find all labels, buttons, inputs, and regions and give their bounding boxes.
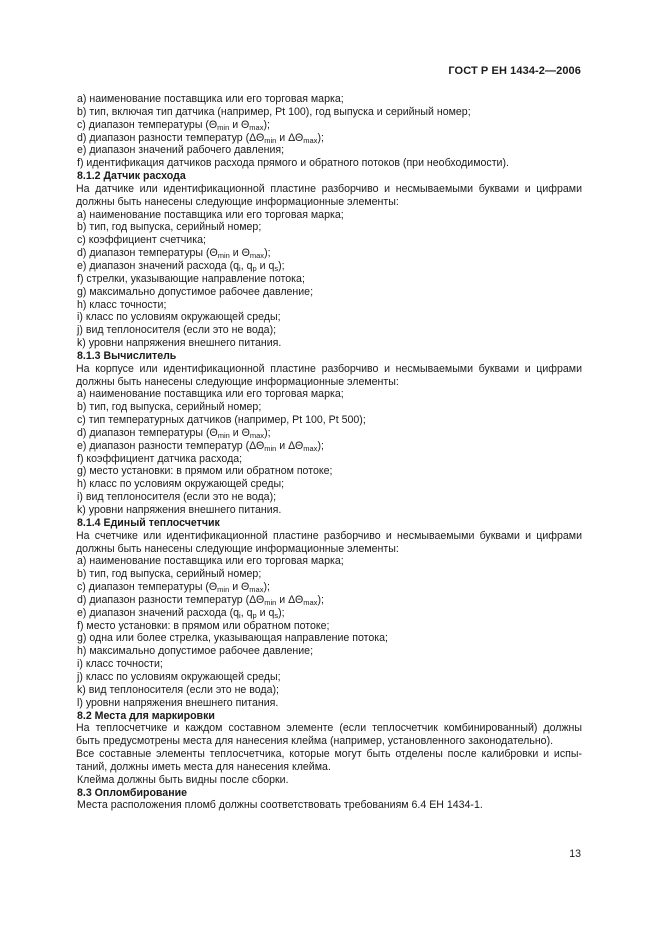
paragraph-line: должны быть нанесены следующие информационные элементы: [76, 542, 399, 555]
list-item: k) вид теплоносителя (если это не вода); [77, 683, 279, 696]
paragraph-line: Все составные элементы теплосчетчика, которые могут быть отделены после калибровки и испы- [76, 748, 582, 761]
list-item: k) уровни напряжения внешнего питания. [77, 337, 282, 350]
section-heading: 8.3 Опломбирование [77, 786, 187, 799]
section-heading: 8.2 Места для маркировки [77, 709, 215, 722]
list-item: i) класс по условиям окружающей среды; [77, 311, 281, 324]
paragraph-line: На теплосчетчике и каждом составном элементе (если теплосчетчик комбинированный) должны [76, 722, 582, 735]
paragraph-line: На датчике или идентификационной пластине разборчиво и несмываемыми буквами и цифрами [76, 182, 582, 195]
list-item: e) диапазон значений рабочего давления; [77, 144, 285, 157]
list-item: h) максимально допустимое рабочее давление; [77, 645, 314, 658]
list-item: a) наименование поставщика или его торговая марка; [77, 93, 344, 105]
list-item: i) класс точности; [77, 658, 163, 671]
page-number: 13 [569, 848, 581, 860]
list-item: d) диапазон разности температур ($\Delta\Theta_{min}$ и $\Delta\Theta_{max}$); [77, 593, 324, 607]
list-item: a) наименование поставщика или его торговая марка; [77, 555, 344, 568]
list-item: a) наименование поставщика или его торговая марка; [77, 208, 344, 221]
paragraph-line: На корпусе или идентификационной пластине разборчиво и несмываемыми буквами и цифрами [76, 362, 582, 375]
list-item: l) уровни напряжения внешнего питания. [77, 696, 279, 709]
list-item: f) место установки: в прямом или обратном потоке; [77, 619, 330, 632]
list-item: b) тип, год выпуска, серийный номер; [77, 568, 262, 581]
list-item: b) тип, включая тип датчика (например, Pt 100), год выпуска и серийный номер; [77, 105, 471, 118]
list-item: a) наименование поставщика или его торговая марка; [77, 388, 344, 401]
list-item: c) коэффициент счетчика; [77, 234, 206, 247]
paragraph-line: таний, должны иметь места для нанесения клейма. [76, 760, 331, 773]
list-item: g) место установки: в прямом или обратном потоке; [77, 465, 333, 478]
list-item: d) диапазон разности температур ($\Delta\Theta_{min}$ и $\Delta\Theta_{max}$); [77, 131, 324, 145]
list-item: e) диапазон разности температур ($\Delta\Theta_{min}$ и $\Delta\Theta_{max}$); [77, 439, 324, 453]
list-item: d) диапазон температуры ($\Theta_{min}$ и $\Theta_{max}$); [77, 247, 271, 261]
paragraph-line: Места расположения пломб должны соответствовать требованиям 6.4 ЕН 1434-1. [77, 799, 483, 812]
list-item: i) вид теплоносителя (если это не вода); [77, 491, 277, 504]
list-item: g) одна или более стрелка, указывающая направление потока; [77, 632, 388, 645]
list-item: b) тип, год выпуска, серийный номер; [77, 401, 262, 414]
list-item: b) тип, год выпуска, серийный номер; [77, 221, 262, 234]
paragraph-line: На счетчике или идентификационной пластине разборчиво и несмываемыми буквами и цифрами [76, 529, 582, 542]
page-header: ГОСТ Р ЕН 1434-2—2006 [448, 65, 581, 77]
list-item: h) класс по условиям окружающей среды; [77, 478, 285, 491]
document-body [77, 93, 582, 812]
list-item: k) уровни напряжения внешнего питания. [77, 504, 282, 516]
section-heading: 8.1.2 Датчик расхода [77, 170, 186, 183]
paragraph-line: должны быть нанесены следующие информационные элементы: [76, 195, 399, 208]
section-heading: 8.1.3 Вычислитель [77, 349, 177, 362]
list-item: e) диапазон значений расхода ($q_i$, $q_p$ и $q_s$); [77, 259, 285, 273]
list-item: f) коэффициент датчика расхода; [77, 452, 243, 465]
list-item: j) вид теплоносителя (если это не вода); [77, 324, 277, 337]
list-item: c) тип температурных датчиков (например, Pt 100, Pt 500); [77, 414, 366, 427]
list-item: h) класс точности; [77, 298, 167, 311]
list-item: f) идентификация датчиков расхода прямого и обратного потоков (при необходимости). [77, 157, 509, 170]
section-heading: 8.1.4 Единый теплосчетчик [77, 516, 220, 529]
list-item: g) максимально допустимое рабочее давление; [77, 285, 314, 298]
list-item: c) диапазон температуры ($\Theta_{min}$ и $\Theta_{max}$); [77, 118, 270, 132]
list-item: c) диапазон температуры ($\Theta_{min}$ и $\Theta_{max}$); [77, 581, 270, 595]
list-item: e) диапазон значений расхода ($q_i$, $q_p$ и $q_s$); [77, 606, 285, 620]
paragraph-line: должны быть нанесены следующие информационные элементы: [76, 375, 399, 388]
list-item: f) стрелки, указывающие направление потока; [77, 272, 305, 285]
list-item: j) класс по условиям окружающей среды; [77, 670, 281, 683]
paragraph-line: быть предусмотрены места для нанесения клейма (например, установленного законодательно). [76, 735, 554, 748]
paragraph-line: Клейма должны быть видны после сборки. [77, 773, 289, 786]
list-item: d) диапазон температуры ($\Theta_{min}$ и $\Theta_{max}$); [77, 426, 271, 440]
